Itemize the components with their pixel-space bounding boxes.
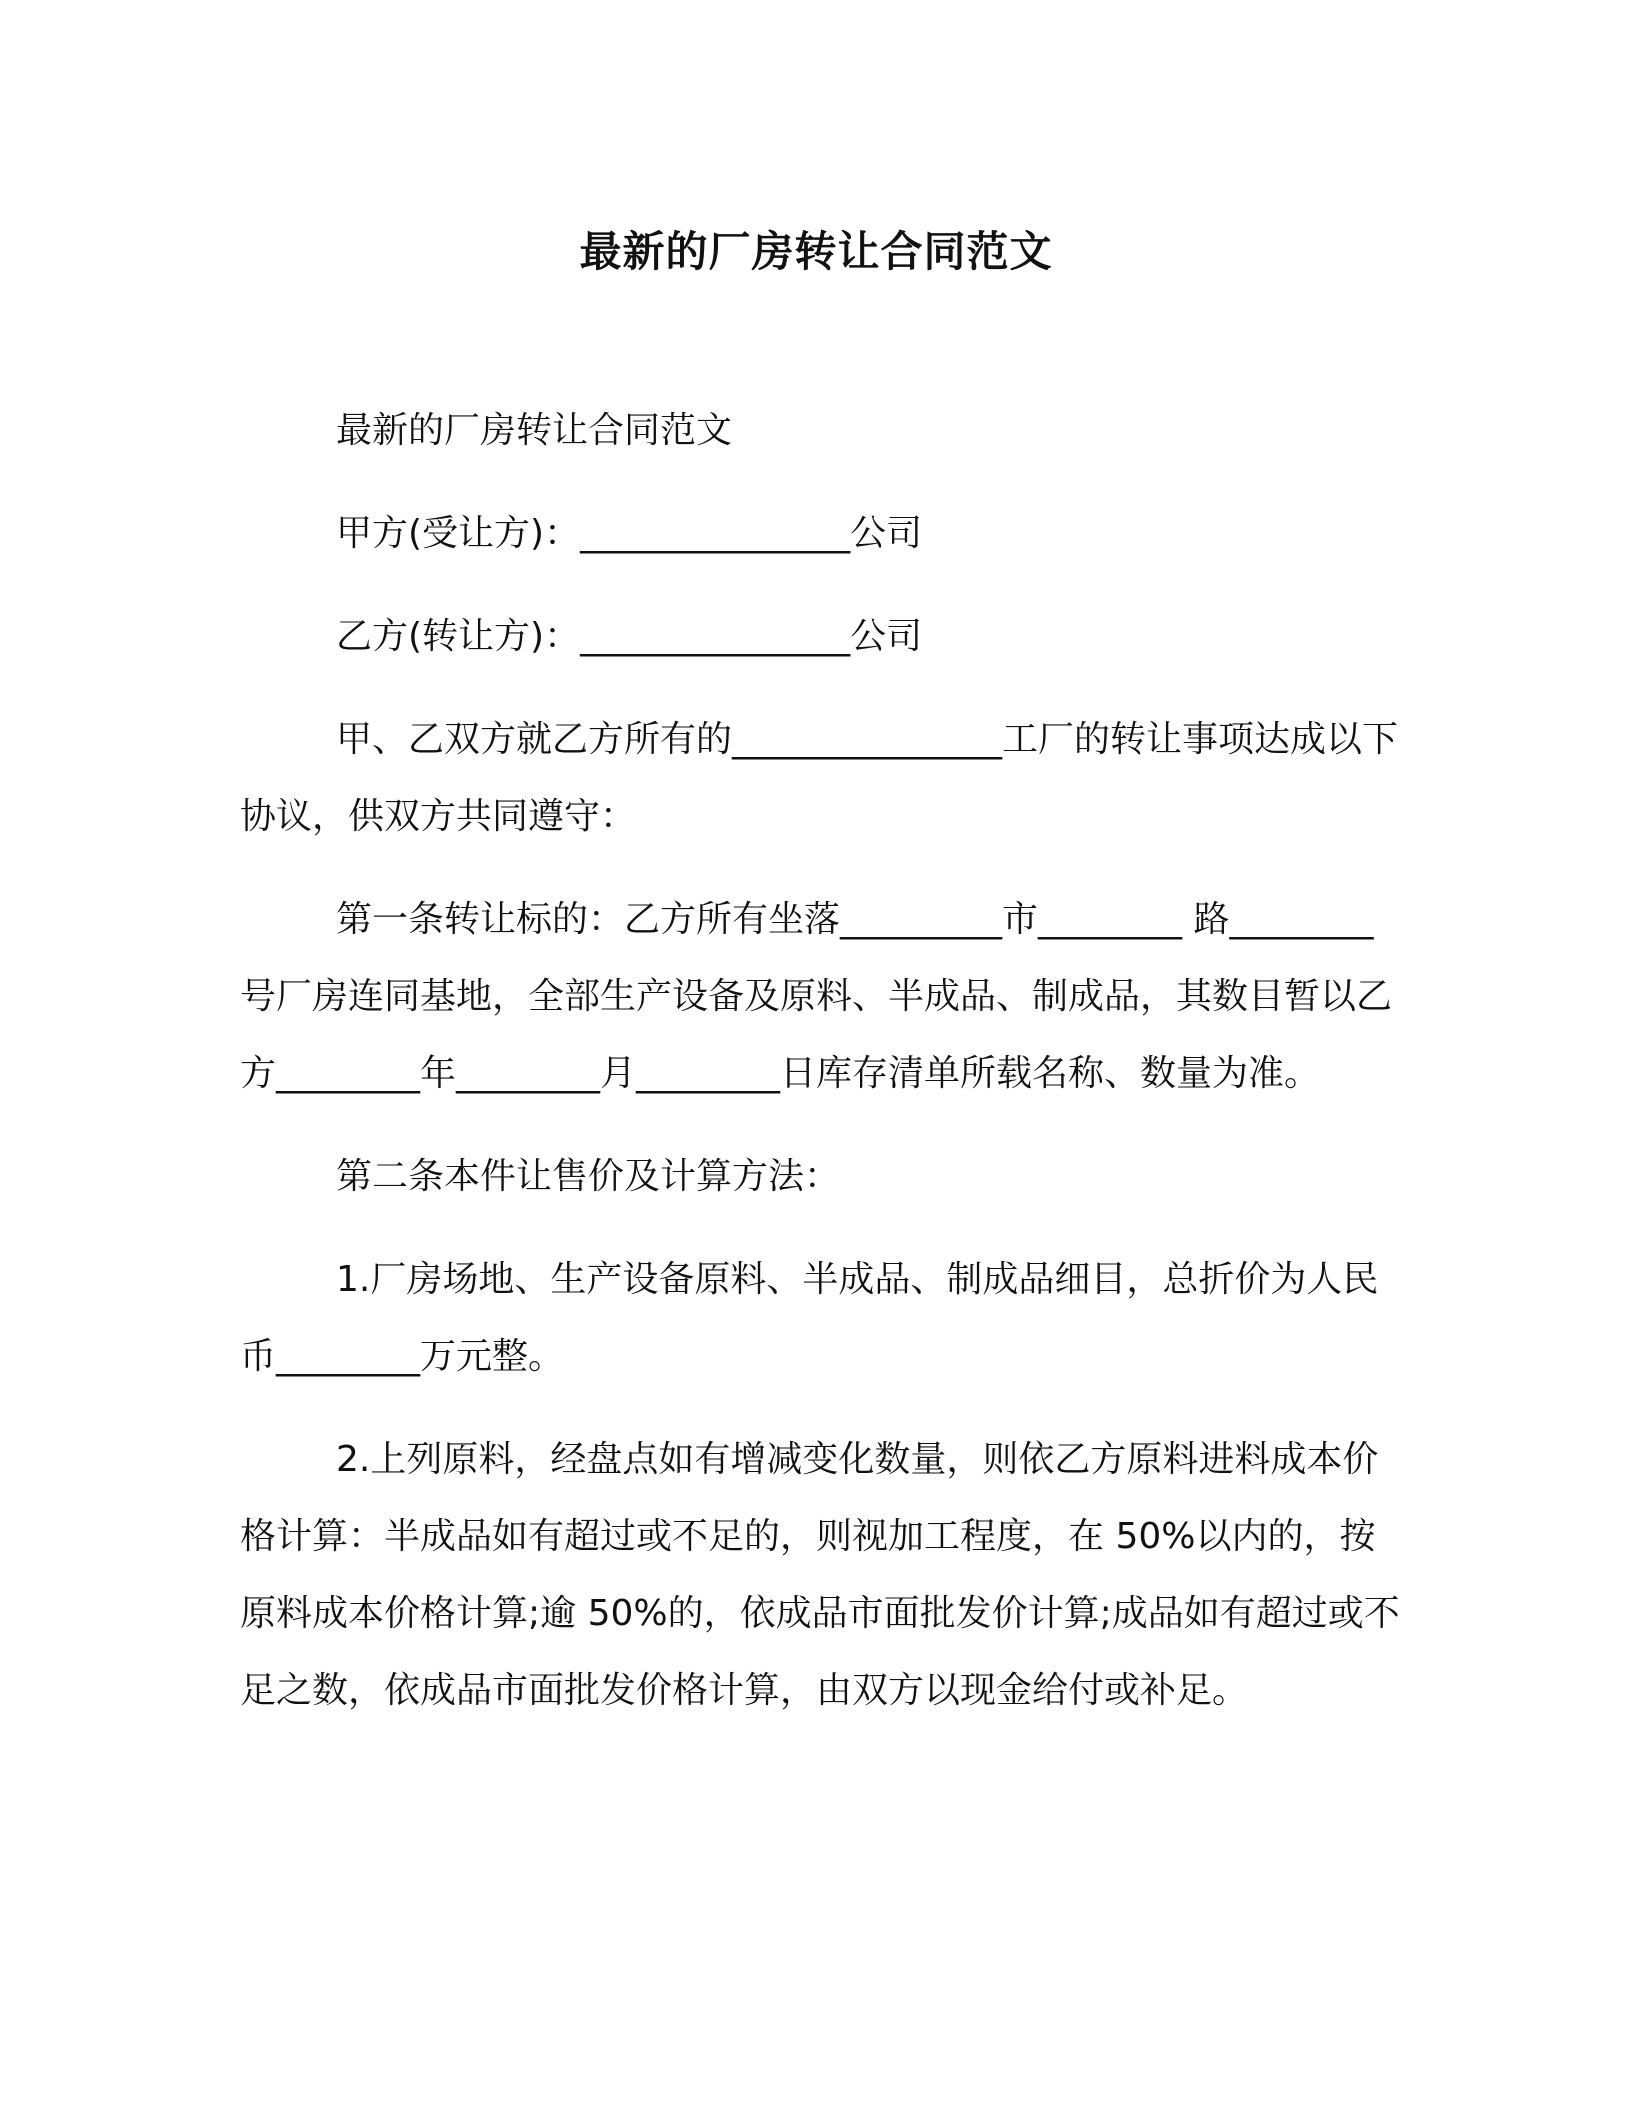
paragraph-article-2: 第二条本件让售价及计算方法：: [336, 1156, 841, 1197]
document-body: [240, 392, 1400, 1755]
paragraph-article-1: 第一条转让标的：乙方所有坐落_________市________ 路________号厂房连同基地，全部生产设备及原料、半成品、制成品，其数目暂以乙方________年________月________日库存清单所载名称、数量为准。: [240, 899, 1393, 1094]
paragraph-heading: 最新的厂房转让合同范文: [336, 410, 733, 451]
paragraph-article-2-item-2: 2.上列原料，经盘点如有增减变化数量，则依乙方原料进料成本价格计算：半成品如有超过或不足的，则视加工程度，在 50%以内的，按原料成本价格计算;逾 50%的，依成品市面批发价计算;成品如有超过或不足之数，依成品市面批发价格计算，由双方以现金给付或补足。: [240, 1439, 1400, 1711]
paragraph-party-a: 甲方(受让方)：_______________公司: [336, 513, 923, 554]
paragraph-agreement-intro: 甲、乙双方就乙方所有的_______________工厂的转让事项达成以下协议，供双方共同遵守：: [240, 719, 1399, 837]
paragraph-article-2-item-1: 1.厂房场地、生产设备原料、半成品、制成品细目，总折价为人民币________万元整。: [240, 1259, 1379, 1377]
document-title: 最新的厂房转让合同范文: [579, 227, 1053, 276]
paragraph-party-b: 乙方(转让方)：_______________公司: [336, 616, 923, 657]
